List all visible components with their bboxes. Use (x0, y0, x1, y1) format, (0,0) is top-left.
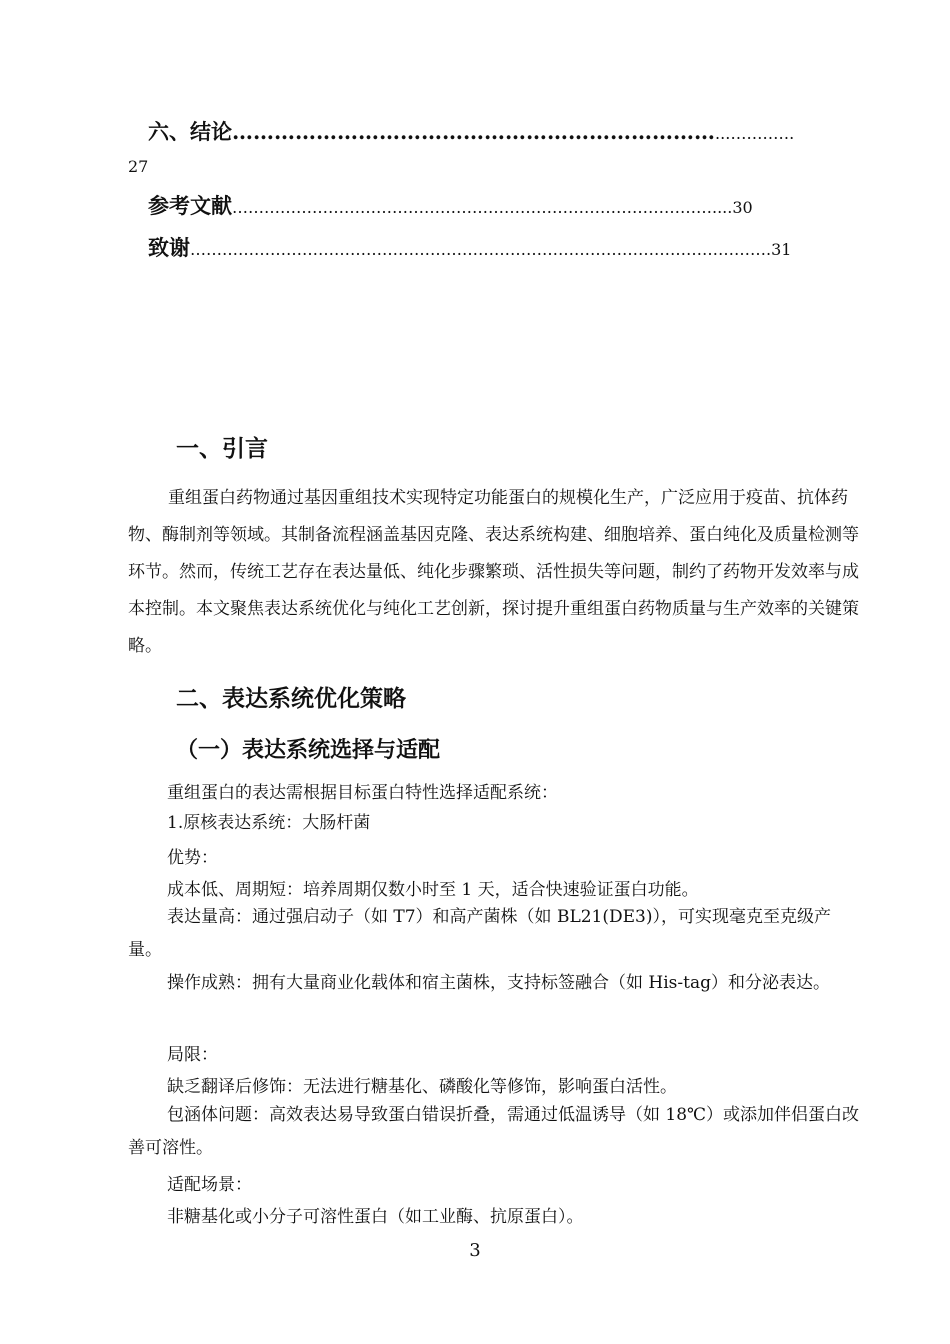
body-line: 缺乏翻译后修饰：无法进行糖基化、磷酸化等修饰，影响蛋白活性。 (167, 1077, 677, 1097)
toc-page-number: .31 (766, 240, 792, 259)
body-paragraph: 表达量高：通过强启动子（如 T7）和高产菌株（如 BL21(DE3)），可实现毫克至克级产量。 (128, 907, 831, 960)
label-limitations: 局限： (167, 1045, 218, 1065)
toc-leader-dots: ……………………………………………………………………………… (232, 198, 712, 217)
body-line: 成本低、周期短：培养周期仅数小时至 1 天，适合快速验证蛋白功能。 (167, 880, 699, 900)
toc-page-number: ....30 (712, 198, 753, 217)
label-advantages: 优势： (167, 848, 218, 868)
toc-leader-dots: …………………………………………………… (446, 240, 766, 259)
body-line: 非糖基化或小分子可溶性蛋白（如工业酶、抗原蛋白）。 (167, 1207, 584, 1227)
label-scenarios: 适配场景： (167, 1175, 252, 1195)
toc-entry-acknowledgements[interactable] (148, 232, 791, 262)
toc-leader-dots: …………………………………………………………… (232, 119, 715, 144)
section-heading-introduction: 一、引言 (176, 436, 268, 462)
toc-leader-dots: ………………………………………… (190, 240, 446, 259)
section-heading-expression: 二、表达系统优化策略 (176, 686, 406, 712)
toc-title: 致谢 (148, 236, 190, 260)
toc-leader-dots: ..…………. (715, 124, 795, 143)
subsection-heading: （一）表达系统选择与适配 (176, 738, 441, 763)
toc-title: 六、结论 (148, 120, 232, 144)
page-number: 3 (469, 1240, 481, 1261)
list-item: 1.原核表达系统：大肠杆菌 (167, 813, 371, 833)
intro-paragraph: 重组蛋白药物通过基因重组技术实现特定功能蛋白的规模化生产，广泛应用于疫苗、抗体药物、酶制剂等领域。其制备流程涵盖基因克隆、表达系统构建、细胞培养、蛋白纯化及质量检测等环节。然而，传统工艺存在表达量低、纯化步骤繁琐、活性损失等问题，制约了药物开发效率与成本控制。本文聚焦表达系统优化与纯化工艺创新，探讨提升重组蛋白药物质量与生产效率的关键策略。 (128, 488, 859, 656)
toc-entry-conclusion[interactable] (148, 116, 794, 146)
toc-entry-references[interactable] (148, 190, 753, 220)
toc-title: 参考文献 (148, 194, 232, 218)
body-paragraph: 操作成熟：拥有大量商业化载体和宿主菌株，支持标签融合（如 His-tag）和分泌表达。 (167, 973, 830, 993)
toc-page-number: 27 (128, 157, 149, 176)
body-line: 重组蛋白的表达需根据目标蛋白特性选择适配系统： (167, 783, 558, 803)
body-paragraph: 包涵体问题：高效表达易导致蛋白错误折叠，需通过低温诱导（如 18℃）或添加伴侣蛋白改善可溶性。 (128, 1105, 860, 1158)
